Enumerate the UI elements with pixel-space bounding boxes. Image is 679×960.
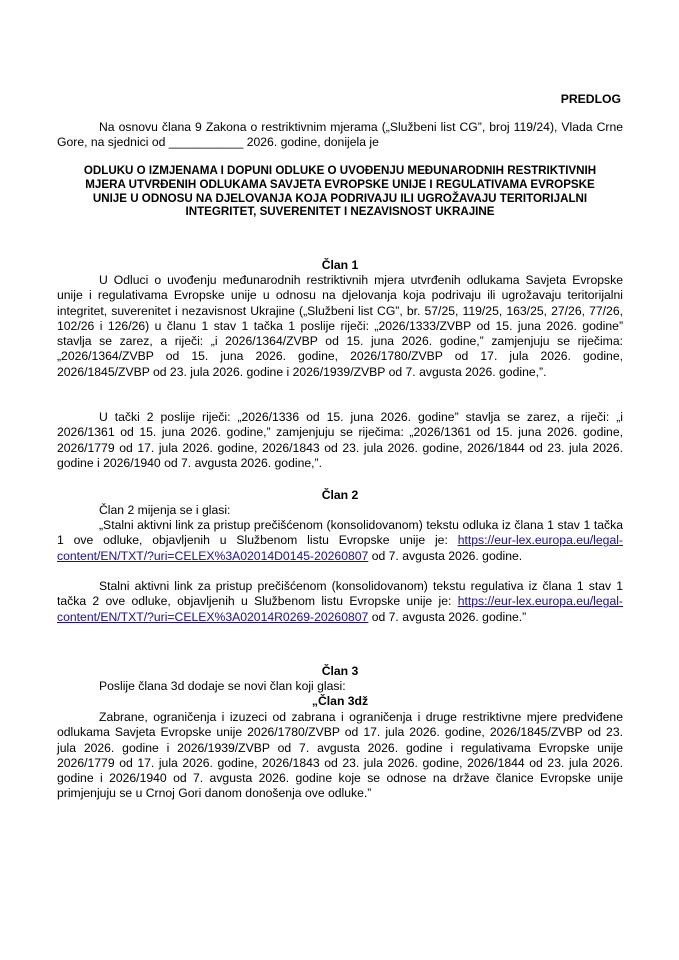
clan-1-paragraph-2: U tački 2 poslije riječi: „2026/1336 od 15. juna 2026. godine” stavlja se zarez, a riječi: „i 2026/1361 od 15. juna 2026. godine,” zamjenjuju se riječima: „2026/1361 od 15. juna 2026. godine, 2026/1779 od 17. jula 2026. godine, 2026/1843 od 23. jula 2026. godine, 2026/1844 od 23. jula 2026. godine i 2026/1940 od 7. avgusta 2026. godine,”. bbox=[57, 410, 623, 470]
clan-2-paragraph-2 bbox=[57, 518, 623, 564]
clan-2-p3-end: od 7. avgusta 2026. godine.” bbox=[368, 609, 527, 624]
clan-2-p3-text: Stalni aktivni link za pristup prečišćenom (konsolidovanom) tekstu regulativa iz člana 1 stav 1 tačka 2 ove odluke, objavljenih u Službenom listu Evropske unije je: bbox=[57, 579, 623, 609]
clan-2-p2-end: od 7. avgusta 2026. godine. bbox=[368, 548, 523, 563]
intro-paragraph: Na osnovu člana 9 Zakona o restriktivnim mjerama („Službeni list CG”, broj 119/24), Vlada Crne Gore, na sjednici od ___________ 2026. godine, donijela je bbox=[57, 120, 623, 150]
clan-1-paragraph-1: U Odluci o uvođenju međunarodnih restriktivnih mjera utvrđenih odlukama Savjeta Evropske unije i regulativama Evropske unije u odnosu na djelovanja koja podrivaju ili ugrožavaju teritorijalni integritet, suverenitet i nezavisnost Ukrajine („Službeni list CG”, br. 57/25, 119/25, 163/25, 27/26, 77/26, 102/26 i 126/26) u članu 1 stav 1 tačka 1 poslije riječi: „2026/1333/ZVBP od 15. juna 2026. godine” stavlja se zarez, a riječi: „i 2026/1364/ZVBP od 15. juna 2026. godine,” zamjenjuju se riječima: „2026/1364/ZVBP od 15. juna 2026. godine, 2026/1780/ZVBP od 17. jula 2026. godine, 2026/1845/ZVBP od 23. jula 2026. godine i 2026/1939/ZVBP od 7. avgusta 2026. godine,”. bbox=[57, 273, 623, 379]
clan-1-heading: Član 1 bbox=[321, 258, 359, 272]
clan-2-paragraph-1: Član 2 mijenja se i glasi: bbox=[99, 503, 231, 517]
clan-2-p2-text: „Stalni aktivni link za pristup prečišćenom (konsolidovanom) tekstu odluka iz člana 1 stav 1 tačka 1 ove odluke, objavljenih u Službenom listu Evropske unije je: bbox=[57, 518, 623, 548]
clan-3-heading: Član 3 bbox=[321, 664, 359, 678]
document-title: ODLUKU O IZMJENAMA I DOPUNI ODLUKE O UVOĐENJU MEĐUNARODNIH RESTRIKTIVNIH MJERA UTVRĐENIH ODLUKAMA SAVJETA EVROPSKE UNIJE I REGULATIVAMA EVROPSKE UNIJE U ODNOSU NA DJELOVANJA KOJA PODRIVAJU ILI UGROŽAVAJU TERITORIJALNI INTEGRITET, SUVERENITET I NEZAVISNOST UKRAJINE bbox=[83, 164, 597, 219]
clan-2-paragraph-3 bbox=[57, 579, 623, 625]
clan-3dz-paragraph: Zabrane, ograničenja i izuzeci od zabrana i ograničenja i druge restriktivne mjere predviđene odlukama Savjeta Evropske unije 2026/1780/ZVBP od 17. jula 2026. godine, 2026/1845/ZVBP od 23. jula 2026. godine i 2026/1939/ZVBP od 7. avgusta 2026. godine i regulativama Evropske unije 2026/1779 od 17. jula 2026. godine, 2026/1843 od 23. jula 2026. godine, 2026/1844 od 23. jula 2026. godine i 2026/1940 od 7. avgusta 2026. godine koje se odnose na države članice Evropske unije primjenjuju se u Crnoj Gori danom donošenja ove odluke.” bbox=[57, 710, 623, 801]
clan-3-paragraph-1: Poslije člana 3d dodaje se novi član koji glasi: bbox=[99, 679, 346, 693]
clan-3dz-subheading: „Član 3dž bbox=[311, 694, 369, 708]
predlog-label: PREDLOG bbox=[560, 92, 621, 106]
clan-2-heading: Član 2 bbox=[321, 488, 359, 502]
eur-lex-regulation-link[interactable]: https://eur-lex.europa.eu/legal-content/EN/TXT/?uri=CELEX%3A02014R0269-20260807 bbox=[57, 594, 623, 624]
eur-lex-decision-link[interactable]: https://eur-lex.europa.eu/legal-content/EN/TXT/?uri=CELEX%3A02014D0145-20260807 bbox=[57, 533, 623, 563]
